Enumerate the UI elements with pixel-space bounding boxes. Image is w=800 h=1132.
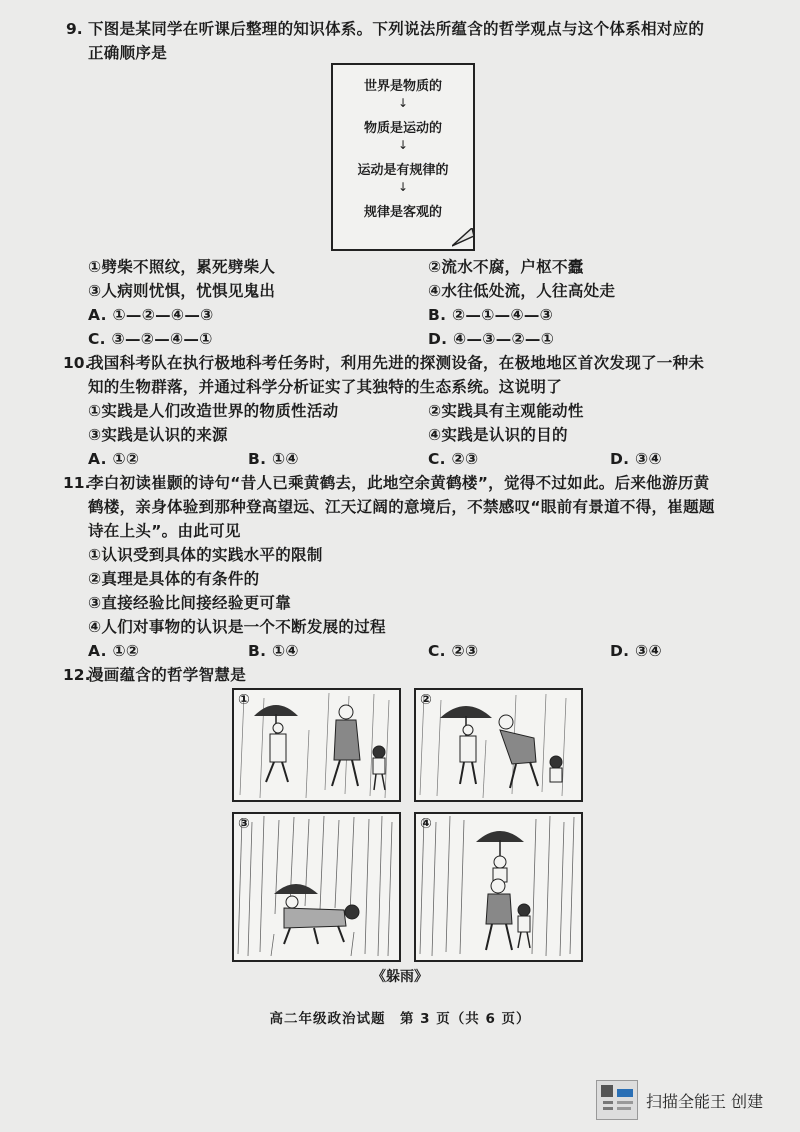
q9-option-1: ①劈柴不照纹，累死劈柴人 [88,258,276,276]
flow-arrow-icon: ↓ [397,96,409,110]
q10-stem-line2: 知的生物群落，并通过科学分析证实了其独特的生态系统。这说明了 [88,378,563,396]
q9-choice-a: A. ①—②—④—③ [88,306,214,324]
panel-number-1: ① [238,692,250,708]
q9-choice-b: B. ②—①—④—③ [428,306,554,324]
comic-illustration-crowding [416,690,581,800]
q10-option-4: ④实践是认识的目的 [428,426,568,444]
q11-stem-line1: 李白初读崔颢的诗句“昔人已乘黄鹤去，此地空余黄鹤楼”，觉得不过如此。后来他游历黄 [88,474,710,492]
comic-panel-3 [232,812,401,962]
comic-panel-1 [232,688,401,802]
camscanner-logo-icon [596,1080,638,1120]
q12-stem-line1: 漫画蕴含的哲学智慧是 [88,666,247,684]
q10-choice-b: B. ①④ [248,450,299,468]
panel-number-4: ④ [420,816,432,832]
comic-illustration-stacked [416,814,581,960]
comic-panel-2 [414,688,583,802]
flow-arrow-icon: ↓ [397,138,409,152]
flow-item-3: 运动是有规律的 [357,163,449,178]
flow-item-2: 物质是运动的 [363,121,442,136]
comic-panel-4 [414,812,583,962]
q10-option-2: ②实践具有主观能动性 [428,402,584,420]
q9-choice-d: D. ④—③—②—① [428,330,555,348]
comic-illustration-walking [234,690,399,800]
q11-choice-c: C. ②③ [428,642,479,660]
flow-arrow-icon: ↓ [397,180,409,194]
q10-choice-d: D. ③④ [610,450,662,468]
comic-caption: 《躲雨》 [372,969,428,985]
q11-option-2: ②真理是具体的有条件的 [88,570,260,588]
flow-item-1: 世界是物质的 [363,79,442,94]
knowledge-flowchart [331,63,475,251]
q10-choice-a: A. ①② [88,450,140,468]
panel-number-3: ③ [238,816,250,832]
q9-number: 9. [66,20,83,38]
q11-option-1: ①认识受到具体的实践水平的限制 [88,546,323,564]
q10-number: 10. [63,354,91,372]
q9-choice-c: C. ③—②—④—① [88,330,213,348]
q11-option-3: ③直接经验比间接经验更可靠 [88,594,292,612]
q9-option-4: ④水往低处流，人往高处走 [428,282,616,300]
q11-choice-d: D. ③④ [610,642,662,660]
q12-number: 12. [63,666,91,684]
page-curl-icon [452,228,476,252]
panel-number-2: ② [420,692,432,708]
q9-option-2: ②流水不腐，户枢不蠹 [428,258,584,276]
q9-option-3: ③人病则忧惧，忧惧见鬼出 [88,282,276,300]
page-footer: 高二年级政治试题 第 3 页（共 6 页） [269,1011,531,1027]
q10-option-1: ①实践是人们改造世界的物质性活动 [88,402,339,420]
q9-stem-line1: 下图是某同学在听课后整理的知识体系。下列说法所蕴含的哲学观点与这个体系相对应的 [88,20,705,38]
q10-option-3: ③实践是认识的来源 [88,426,228,444]
comic-illustration-huddling [234,814,399,960]
scanner-watermark [596,1080,763,1120]
q10-choice-c: C. ②③ [428,450,479,468]
q9-stem-line2: 正确顺序是 [88,44,168,62]
q11-stem-line3: 诗在上头”。由此可见 [88,522,241,540]
q11-option-4: ④人们对事物的认识是一个不断发展的过程 [88,618,386,636]
q11-number: 11. [63,474,91,492]
q11-stem-line2: 鹤楼，亲身体验到那种登高望远、江天辽阔的意境后，不禁感叹“眼前有景道不得，崔题题 [88,498,715,516]
q10-stem-line1: 我国科考队在执行极地科考任务时，利用先进的探测设备，在极地地区首次发现了一种未 [88,354,705,372]
q11-choice-b: B. ①④ [248,642,299,660]
watermark-text: 扫描全能王 创建 [646,1091,764,1111]
flow-item-4: 规律是客观的 [363,205,442,220]
q11-choice-a: A. ①② [88,642,140,660]
